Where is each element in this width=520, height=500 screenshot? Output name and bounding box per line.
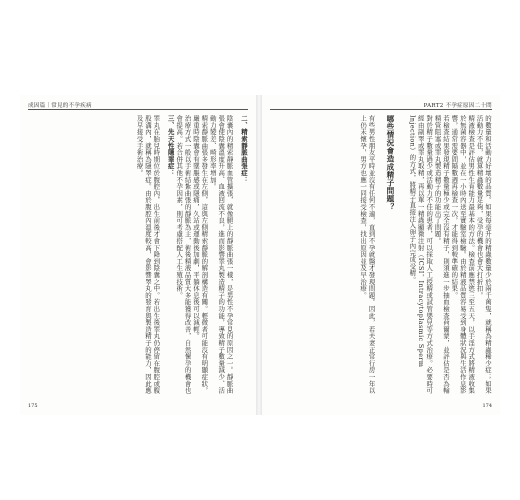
- paragraph: 治療方式一般以手術結紮曲張的靜脈為主，術後精液品質大多能獲得改善，自然懷孕的機會也會提高。若合併其他不孕因素，則可考慮搭配人工生殖技術。: [175, 115, 192, 394]
- right-page: [262, 95, 500, 415]
- left-page-number: 175: [28, 403, 38, 409]
- paragraph: 精液檢查是評估男性生育能力最基本的方法。檢查前應禁慾三至五天，以手淫方式將精液收集於無菌容器中，並在一小時內送至實驗室檢驗。由於精液品質容易受到身體狀況與生活作息影響，通常需要間隔數週再檢查一次，才能得到較準確的結果。: [450, 115, 476, 394]
- left-page: [20, 95, 256, 415]
- left-header-rule: [28, 109, 248, 110]
- left-page-body: [28, 115, 248, 397]
- paragraph: 的數量和活動力好壞的品質。如果每毫升的精蟲數量少於兩千萬隻，就稱為精蟲稀少症；如果活動力不佳，就算精蟲數量足夠，受孕的機會也會大打折扣。: [475, 115, 492, 394]
- subsection-heading: 哪些情況會造成精子問題？: [385, 115, 395, 211]
- paragraph: 有些男性朋友平時並沒有任何不適，直到不孕就醫才發現問題。因此，若夫妻正常行房一年以上仍未懷孕，男方也應一同接受檢查，找出原因並及早治療。: [359, 115, 376, 394]
- paragraph: 若檢查結果發現精子數量極少或完全沒有精子，則須進一步抽血檢查荷爾蒙，並評估是否為輸精管阻塞或睪丸製造精子的功能出了問題。: [433, 115, 450, 394]
- paragraph: 睪丸在胎兒時期位於腹腔內，出生前後才會下降到陰囊之中。若出生後睪丸仍停留在腹腔或腹股溝內，就稱為隱睪症。由於腹腔內溫度較高，會影響睪丸的發育與製造精子的能力，因此應及早接受手術治療。: [135, 115, 161, 394]
- paragraph: 精索靜脈曲張多發生在左側，這與左側精索靜脈的解剖構造有關。輕微者可能沒有明顯症狀，嚴重時陰囊會有墜脹感或隱痛，久站或運動後加劇，平躺休息後可以減輕。: [191, 115, 209, 394]
- right-page-header: PART2 不孕症原因二十問: [423, 103, 492, 109]
- section-heading: 三、先天性隱睪症：: [166, 115, 175, 177]
- right-page-body: [270, 115, 492, 397]
- paragraph: 陰囊內的精索靜脈血管擴張，就像腿上的靜脈曲張一樣，是男性不孕常見的原因之一。靜脈曲張會使陰囊溫度升高、血液回流不良，進而影響睪丸製造精子的功能，導致精子數量減少、活動力變差、畸形率增加。: [208, 115, 234, 394]
- paragraph: 對於精子數量過少或活動力不佳的患者，可以採取人工授精或試管嬰兒等方式治療。必要時可經由副睪或睪丸取精，再以單一精蟲顯微注射（ICSI，Intracytoplasmic Sperm Injection）的方式，將精子直接注入卵子內完成受精。: [408, 115, 434, 394]
- section-heading: 二、精索靜脈曲張症：: [240, 115, 248, 183]
- left-page-header: 成因篇｜常見的不孕疾病: [28, 103, 92, 109]
- right-header-rule: [270, 109, 492, 110]
- right-page-number: 174: [482, 403, 492, 409]
